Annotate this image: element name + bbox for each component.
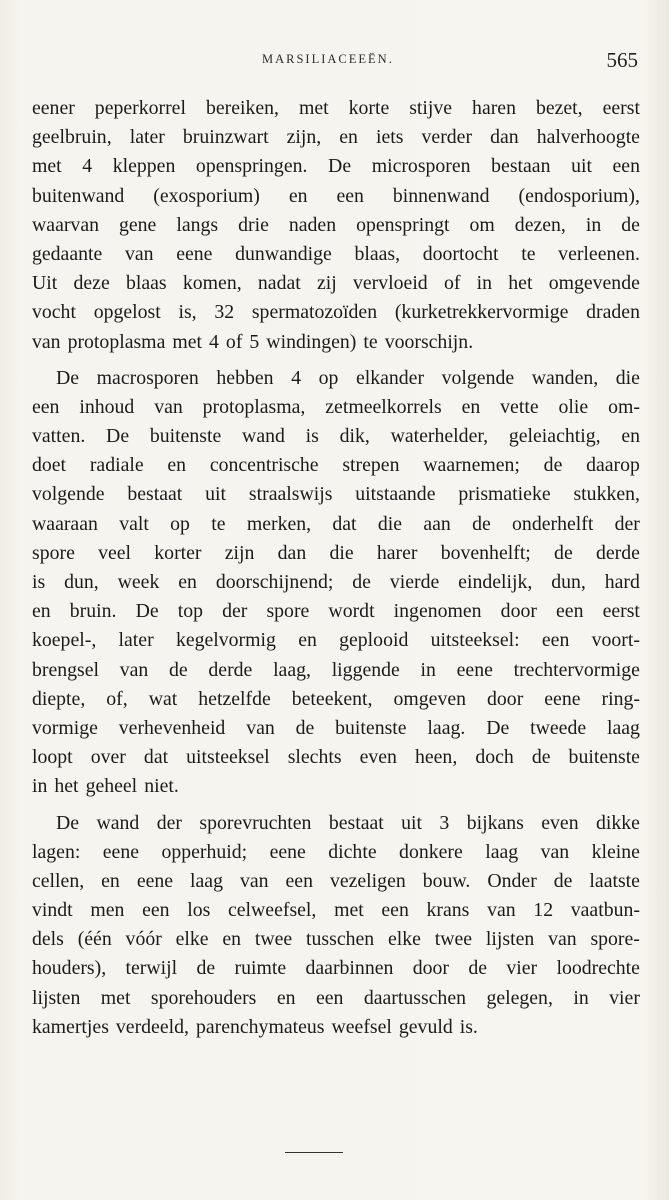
text-line: volgende bestaat uit straalswijs uitstaande prismatieke stukken, [32, 483, 640, 506]
text-line: cellen, en eene laag van een vezeligen bouw. Onder de laatste [32, 869, 640, 892]
text-line: vormige verhevenheid van de buitenste laag. De tweede laag [32, 716, 640, 739]
running-title: MARSILIACEEËN. [262, 52, 394, 66]
text-line: een inhoud van protoplasma, zetmeelkorrels en vette olie om- [32, 395, 640, 418]
text-line: Uit deze blaas komen, nadat zij vervloeid of in het omgevende [32, 272, 640, 295]
text-line: eener peperkorrel bereiken, met korte stijve haren bezet, eerst [32, 97, 640, 119]
text-line: koepel-, later kegelvormig en geplooid uitsteeksel: een voort- [32, 629, 640, 652]
paragraph [32, 364, 640, 802]
text-line: De wand der sporevruchten bestaat uit 3 bijkans even dikke [56, 811, 640, 834]
text-line: gedaante van eene dunwandige blaas, doortocht te verleenen. [32, 242, 640, 265]
paragraph [32, 809, 640, 1043]
text-line: en bruin. De top der spore wordt ingenomen door een eerst [32, 600, 640, 623]
text-line: waaraan valt op te merken, dat die aan de onderhelft der [32, 512, 640, 535]
text-line: lagen: eene opperhuid; eene dichte donkere laag van kleine [32, 840, 640, 863]
text-line: geelbruin, later bruinzwart zijn, en iets verder dan halverhoogte [32, 126, 640, 149]
paragraph [32, 94, 640, 357]
text-line: vindt men een los celweefsel, met een krans van 12 vaatbun- [32, 899, 640, 922]
text-line: met 4 kleppen openspringen. De microsporen bestaan uit een [32, 155, 640, 178]
text-line: lijsten met sporehouders en een daartusschen gelegen, in vier [32, 986, 640, 1009]
text-line: vocht opgelost is, 32 spermatozoïden (kurketrekkervormige draden [32, 301, 640, 324]
text-line: houders), terwijl de ruimte daarbinnen door de vier loodrechte [32, 957, 640, 980]
text-line: kamertjes verdeeld, parenchymateus weefsel gevuld is. [32, 1015, 478, 1038]
text-line: De macrosporen hebben 4 op elkander volgende wanden, die [56, 366, 640, 389]
text-line: spore veel korter zijn dan die harer bovenhelft; de derde [32, 541, 640, 564]
text-line: buitenwand (exosporium) en een binnenwand (endosporium), [32, 184, 640, 207]
text-line: brengsel van de derde laag, liggende in eene trechtervormige [32, 658, 640, 681]
text-line: dels (één vóór elke en twee tusschen elke twee lijsten van spore- [32, 928, 640, 951]
text-line: vatten. De buitenste wand is dik, waterhelder, geleiachtig, en [32, 425, 640, 448]
text-line: waarvan gene langs drie naden openspringt om dezen, in de [32, 213, 640, 236]
body-text [32, 94, 640, 1049]
text-line: is dun, week en doorschijnend; de vierde eindelijk, dun, hard [32, 571, 640, 593]
running-head [32, 48, 640, 72]
text-line: in het geheel niet. [32, 775, 179, 798]
text-line: loopt over dat uitsteeksel slechts even heen, doch de buitenste [32, 746, 640, 769]
closing-rule [285, 1152, 343, 1153]
text-line: van protoplasma met 4 of 5 windingen) te voorschijn. [32, 330, 474, 353]
page-number: 565 [606, 48, 638, 72]
text-line: doet radiale en concentrische strepen waarnemen; de daarop [32, 454, 640, 477]
text-line: diepte, of, wat hetzelfde beteekent, omgeven door eene ring- [32, 687, 640, 710]
